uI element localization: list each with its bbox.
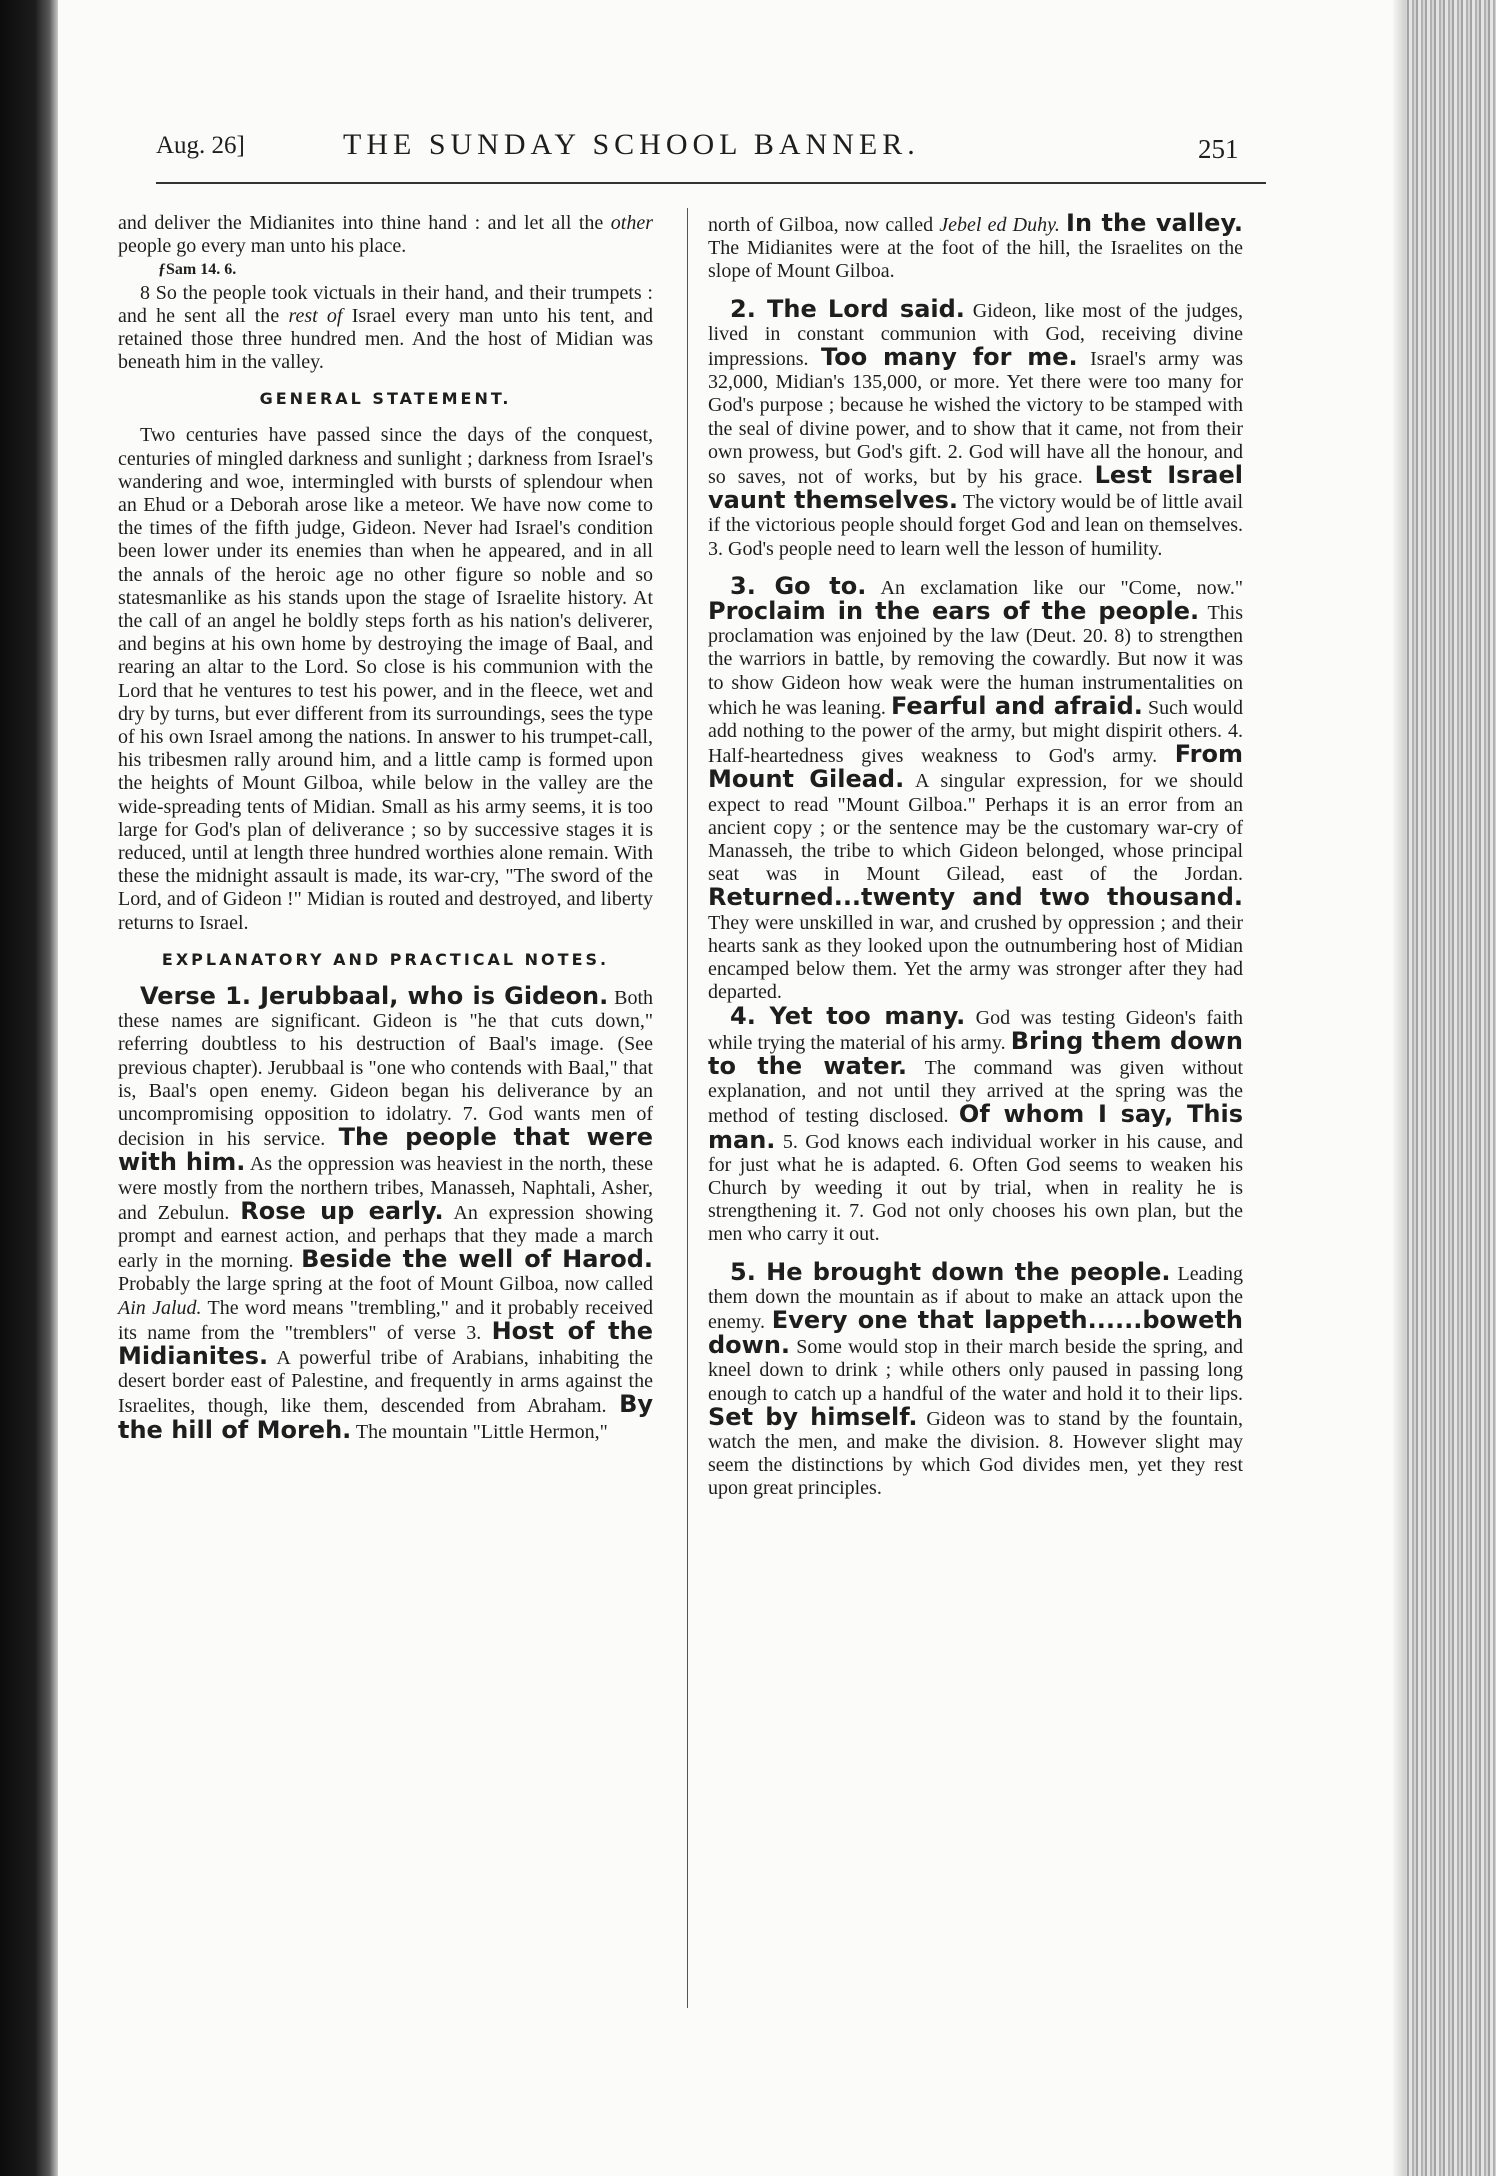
keyword-yet-too-many: 4. Yet too many.: [730, 1001, 966, 1030]
keyword-people: The people that were with him.: [118, 1123, 654, 1177]
general-statement-heading: GENERAL STATEMENT.: [259, 389, 512, 409]
page-stack-edge: [1405, 0, 1496, 2176]
column-divider: [687, 208, 688, 2008]
general-statement-text: Two centuries have passed since the days of the conquest, centuries of mingled darkness and sunlight ; darkness from Israel's wandering and woe, intermingled with bursts of splendour when an Ehud or a Deborah arose like a meteor. We have now come to the times of the fifth judge, Gideon. Never had Israel's condition been lower under its enemies than when he appeared, and in all the annals of the heroic age no other figure so noble and so statesmanlike as his stands upon the stage of Israelite history. At the call of an angel he boldly steps forth as his nation's deliverer, and begins at his own home by destroying the image of Baal, and rearing an altar to the Lord. So close is his communion with the Lord that he ventures to test his power, and in the fleece, wet and dry by turns, but ever different from its surroundings, sees the type of his own Israel among the nations. In answer to his trumpet-call, his tribesmen rally around him, and a little camp is formed upon the heights of Mount Gilboa, while below in the valley are the wide-spreading tents of Midian. Small as his army seems, it is too large for God's plan of deliverance ; so by successive stages it is reduced, until at length three hundred worthies alone remain. With these the midnight assault is made, its war-cry, "The sword of the Lord, and of Gideon !" Midian is routed and destroyed, and liberty returns to Israel.: [118, 424, 653, 934]
keyword-verse-1: Verse 1. Jerubbaal, who is Gideon.: [140, 981, 609, 1010]
keyword-go-to: 3. Go to.: [730, 571, 867, 600]
keyword-set-by-himself: Set by himself.: [708, 1402, 918, 1431]
page-number: 251: [1198, 134, 1239, 164]
right-column: [708, 209, 1244, 1501]
cross-reference: ƒSam 14. 6.: [158, 261, 237, 279]
keyword-mount-gilead: From Mount Gilead.: [708, 740, 1243, 794]
note-verse-4: 4. Yet too many. God was testing Gideon's faith while trying the material of his army. Bring them down to the water. The command was given without explanation, and not until they arrived at the spring was the method of testing disclosed. Of whom I say, This man. 5. God knows each individual worker in his cause, and for just what he is adapted. 6. Often God seems to weaken his Church by weeding it out by trial, when in reality he is strengthening it. 7. God not only chooses his own plan, but the men who carry it out.: [708, 1001, 1244, 1246]
keyword-too-many: Too many for me.: [821, 343, 1078, 372]
note-verse-5: 5. He brought down the people. Leading them down the mountain as if about to make an attack upon the enemy. Every one that lappeth......boweth down. Some would stop in their march beside the spring, and kneel down to drink ; while others only paused in passing long enough to catch up a handful of the water and hold it to their lips. Set by himself. Gideon was to stand by the fountain, watch the men, and make the division. 8. However slight may seem the distinctions by which God divides men, yet they rest upon great principles.: [708, 1257, 1244, 1500]
header-date: Aug. 26]: [156, 132, 245, 159]
keyword-bring-down: Bring them down to the water.: [708, 1026, 1243, 1080]
book-page: [118, 120, 1248, 2020]
keyword-brought-down: 5. He brought down the people.: [730, 1257, 1171, 1286]
keyword-host-midianites: Host of the Midianites.: [118, 1316, 653, 1370]
scripture-verse-8: 8 So the people took victuals in their hand, and their trumpets : and he sent all the rest of Israel every man unto his tent, and retained those three hundred men. And the host of Midian was beneath him in the valley.: [118, 281, 653, 374]
keyword-fearful: Fearful and afraid.: [890, 691, 1143, 720]
keyword-well-of-harod: Beside the well of Harod.: [301, 1245, 654, 1274]
keyword-hill-of-moreh: By the hill of Moreh.: [118, 1390, 653, 1444]
keyword-vaunt: Lest Israel vaunt themselves.: [708, 461, 1243, 515]
note-verse-3: 3. Go to. An exclamation like our "Come, now." Proclaim in the ears of the people. This proclamation was enjoined by the law (Deut. 20. 8) to strengthen the warriors in battle, by removing the cowardly. But now it was to show Gideon how weak were the human instrumentalities on which he was leaning. Fearful and afraid. Such would add nothing to the power of the army, but might dispirit others. 4. Half-heartedness gives weakness to God's army. From Mount Gilead. A singular expression, for we should expect to read "Mount Gilboa." Perhaps it is an error from an ancient copy ; or the sentence may be the customary war-cry of Manasseh, the tribe to which Gideon belonged, whose principal seat was in Mount Gilead, east of the Jordan. Returned...twenty and two thousand. They were unskilled in war, and crushed by oppression ; and their hearts sank as they looked upon the outnumbering host of Midian encamped below them. Yet the army was stronger after they had departed.: [708, 571, 1244, 1004]
keyword-rose-early: Rose up early.: [240, 1196, 444, 1225]
book-gutter-shadow: [0, 0, 58, 2176]
keyword-lappeth: Every one that lappeth......boweth down.: [708, 1305, 1244, 1360]
note-valley: north of Gilboa, now called Jebel ed Duhy. In the valley. The Midianites were at the foot of the hill, the Israelites on the slope of Mount Gilboa.: [708, 209, 1244, 283]
keyword-of-whom: Of whom I say, This man.: [708, 1100, 1243, 1154]
scripture-verse-7-end: and deliver the Midianites into thine hand : and let all the other people go every man unto his place.: [118, 212, 653, 258]
header-rule: [156, 182, 1266, 184]
keyword-lord-said: 2. The Lord said.: [730, 294, 965, 323]
running-header: [118, 120, 1248, 180]
keyword-returned: Returned...twenty and two thousand.: [708, 883, 1243, 912]
header-title: THE SUNDAY SCHOOL BANNER.: [343, 128, 920, 161]
notes-heading: EXPLANATORY AND PRACTICAL NOTES.: [161, 949, 610, 969]
keyword-proclaim: Proclaim in the ears of the people.: [708, 597, 1200, 626]
note-verse-1: Verse 1. Jerubbaal, who is Gideon. Both these names are significant. Gideon is "he that cuts down," referring doubtless to his destruction of Baal's image. (See previous chapter). Jerubbaal is "one who contends with Baal," that is, Baal's open enemy. Gideon began his deliverance by an uncompromising opposition to idolatry. 7. God wants men of decision in his service. The people that were with him. As the oppression was heaviest in the north, these were mostly from the northern tribes, Manasseh, Naphtali, Asher, and Zebulun. Rose up early. An expression showing prompt and earnest action, and perhaps that they made a march early in the morning. Beside the well of Harod. Probably the large spring at the foot of Mount Gilboa, now called Ain Jalud. The word means "trembling," and it probably received its name from the "tremblers" of verse 3. Host of the Midianites. A powerful tribe of Arabians, inhabiting the desert border east of Palestine, and frequently in arms against the Israelites, though, like them, descended from Abraham. By the hill of Moreh. The mountain "Little Hermon,": [118, 981, 654, 1444]
keyword-in-the-valley: In the valley.: [1066, 209, 1244, 237]
left-column: [118, 212, 653, 1444]
note-verse-2: 2. The Lord said. Gideon, like most of the judges, lived in constant communion with God, receiving divine impressions. Too many for me. Israel's army was 32,000, Midian's 135,000, or more. Yet there were too many for God's purpose ; because he wished the victory to be stamped with the seal of divine power, and to show that it came, not from their own prowess, but God's gift. 2. God will have all the honour, and so saves, not of works, but by his grace. Lest Israel vaunt themselves. The victory would be of little avail if the victorious people should forget God and lean on themselves. 3. God's people need to learn well the lesson of humility.: [708, 294, 1244, 560]
